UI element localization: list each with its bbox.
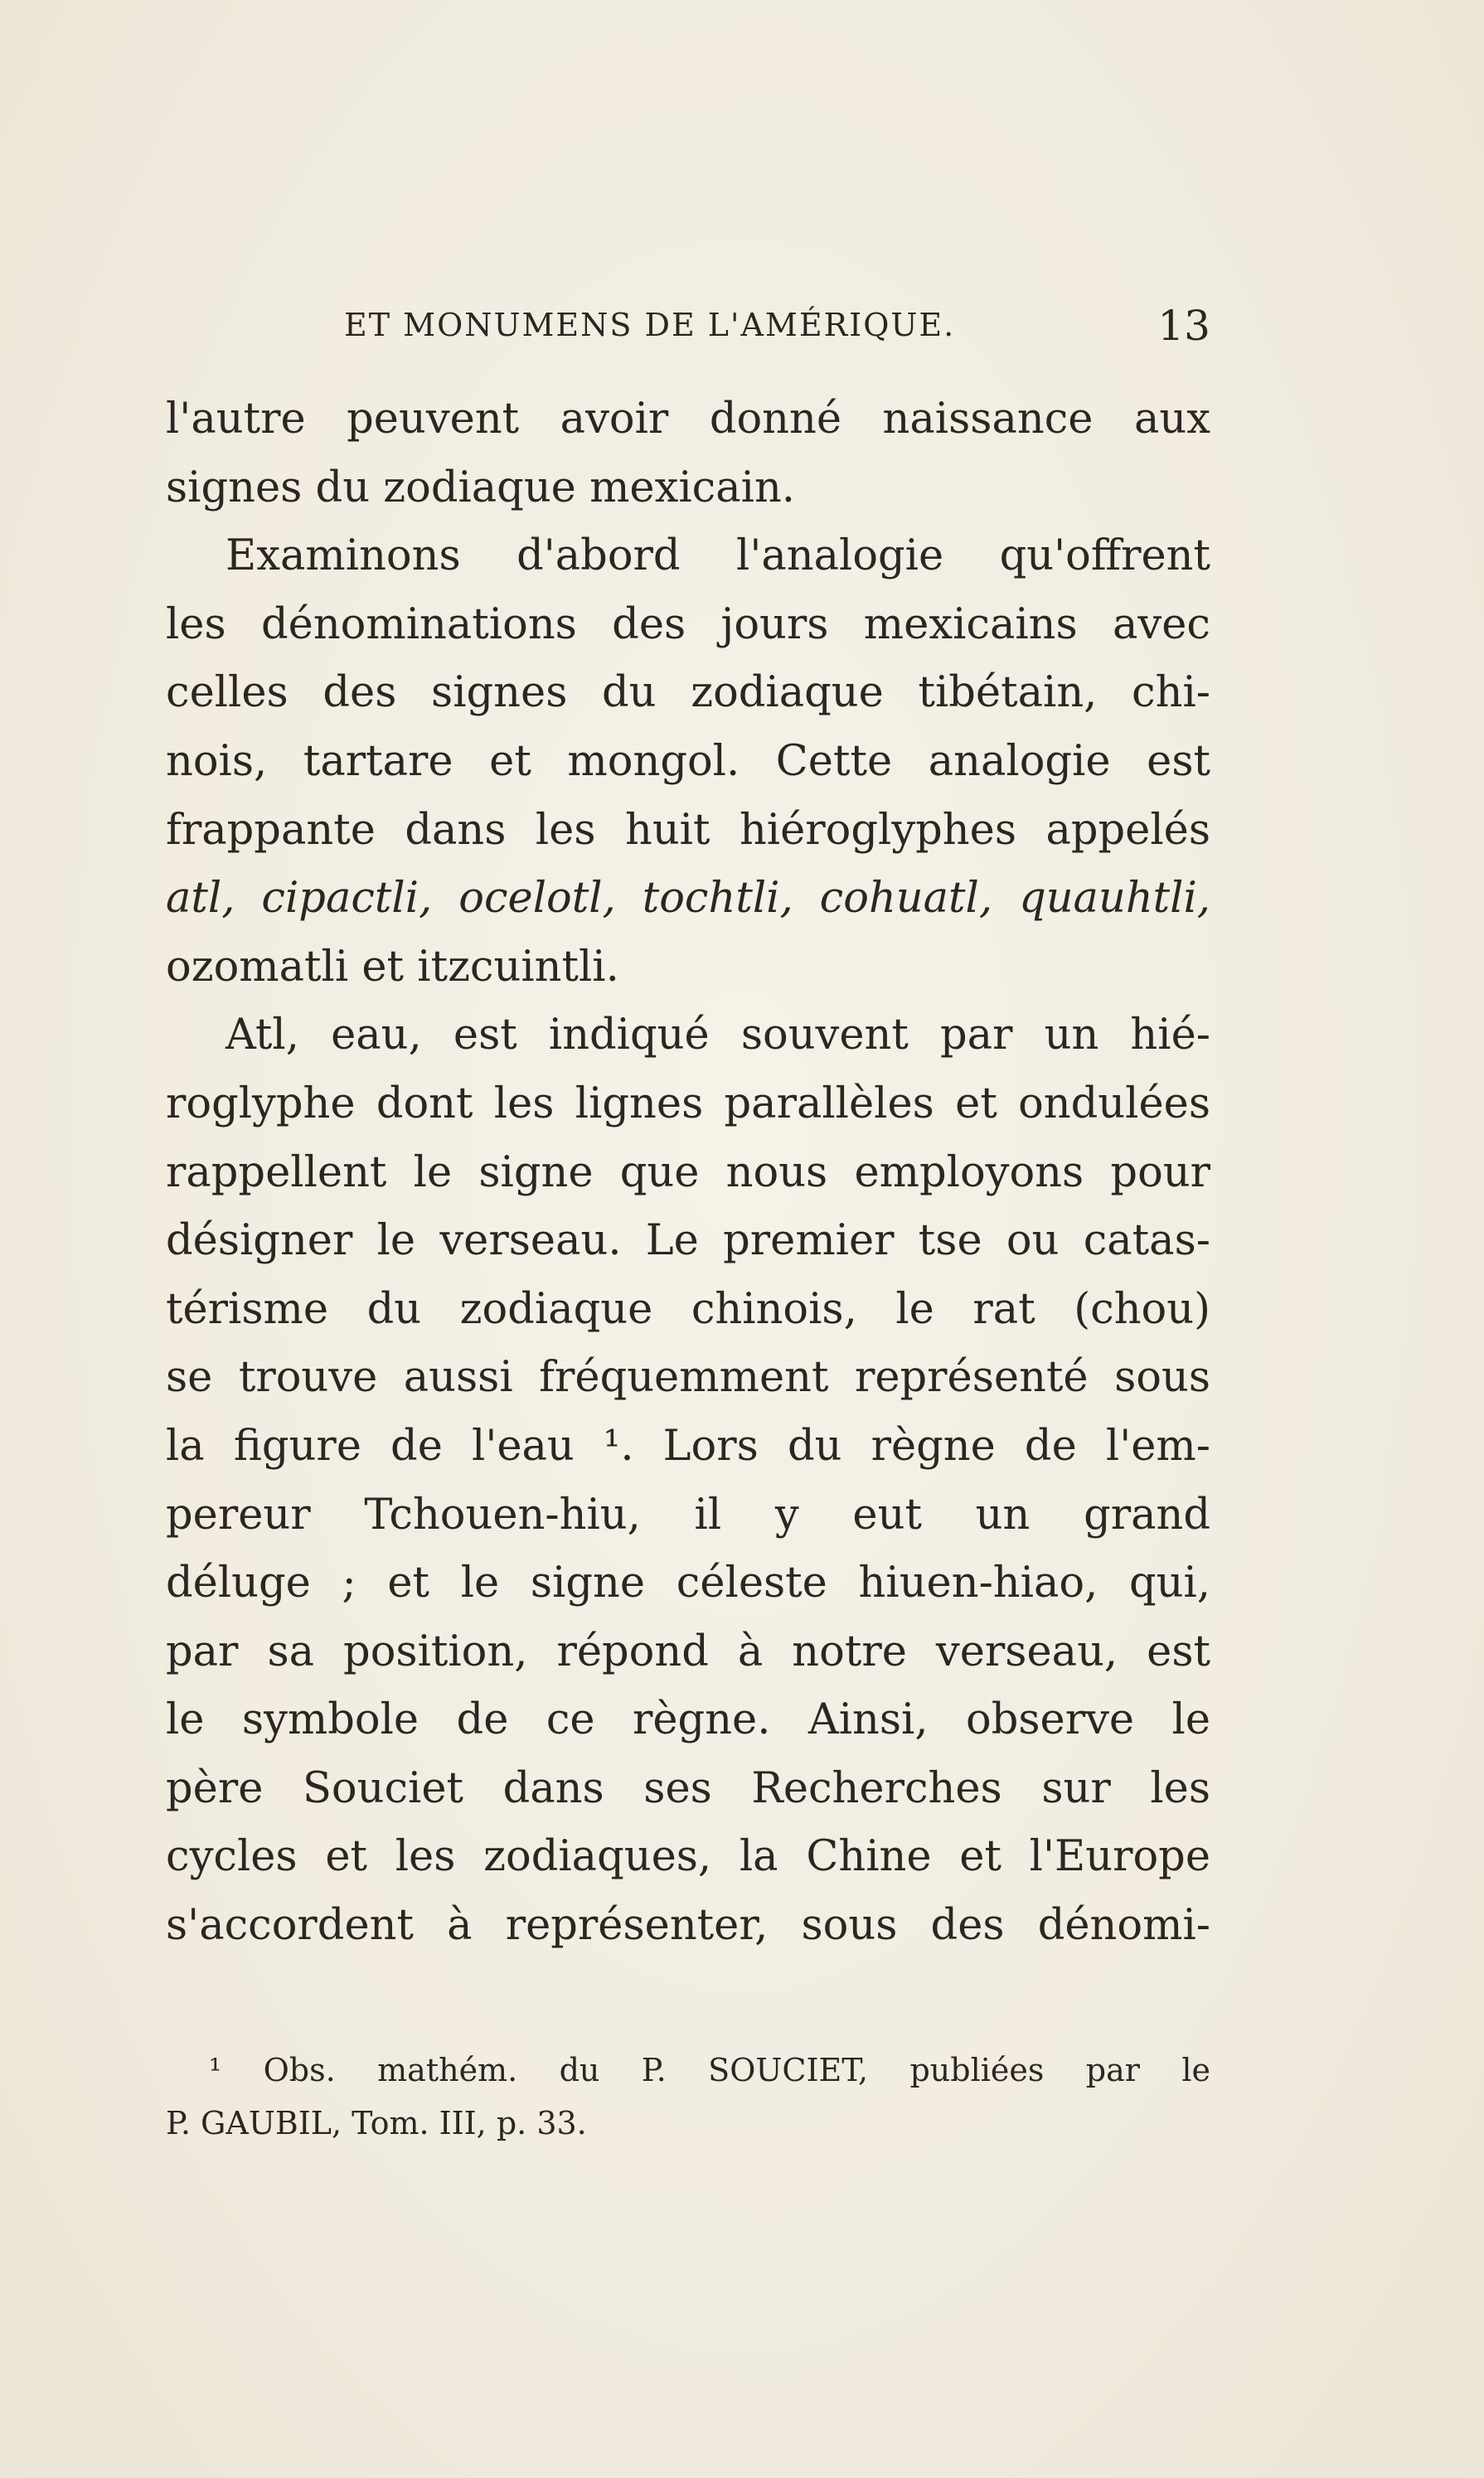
footnote-line: ¹ Obs. mathém. du P. SOUCIET, publiées par le [209,2052,1210,2088]
footnotes [166,2044,1210,2150]
text-line: roglyphe dont les lignes parallèles et ondulées [166,1079,1210,1128]
text-line: désigner le verseau. Le premier tse ou catas- [166,1216,1210,1266]
text-line: l'autre peuvent avoir donné naissance aux [166,395,1210,444]
body-text [166,386,1210,1961]
text-line: cycles et les zodiaques, la Chine et l'Europe [166,1832,1210,1882]
text-line: pereur Tchouen-hiu, il y eut un grand [166,1490,1210,1540]
text-line: Examinons d'abord l'analogie qu'offrent [226,531,1210,581]
text-line: la figure de l'eau ¹. Lors du règne de l'em- [166,1421,1210,1471]
text-line [166,865,1210,933]
text-line: celles des signes du zodiaque tibétain, chi- [166,668,1210,718]
text-line: Atl, eau, est indiqué souvent par un hié- [226,1011,1210,1060]
text-line: nois, tartare et mongol. Cette analogie est [166,736,1210,786]
italic-day-names: atl, cipactli, ocelotl, tochtli, cohuatl, quauhtli, [166,874,1210,924]
text-line: déluge ; et le signe céleste hiuen-hiao, qui, [166,1559,1210,1608]
text-line: par sa position, répond à notre verseau, est [166,1627,1210,1676]
footnote-line: P. GAUBIL, Tom. III, p. 33. [166,2105,587,2141]
text-line: père Souciet dans ses Recherches sur les [166,1763,1210,1813]
running-head [166,302,1210,356]
text-line: ozomatli et itzcuintli. [166,942,619,992]
text-line: térisme du zodiaque chinois, le rat (chou) [166,1284,1210,1334]
running-head-title: ET MONUMENS DE L'AMÉRIQUE. [344,307,956,343]
text-line: s'accordent à représenter, sous des dénomi- [166,1901,1210,1951]
text-line: se trouve aussi fréquemment représenté sous [166,1353,1210,1403]
text-line: rappellent le signe que nous employons pour [166,1147,1210,1197]
text-line: frappante dans les huit hiéroglyphes appelés [166,805,1210,855]
text-line: les dénominations des jours mexicains avec [166,599,1210,649]
text-line: signes du zodiaque mexicain. [166,463,796,512]
text-line: le symbole de ce règne. Ainsi, observe le [166,1695,1210,1745]
page-number: 13 [1157,302,1210,350]
